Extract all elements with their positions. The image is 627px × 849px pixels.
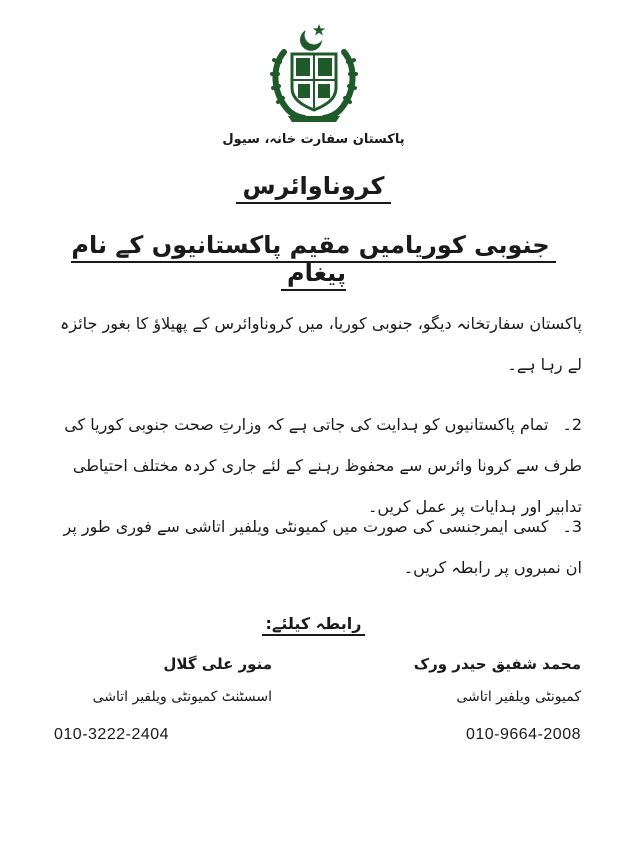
contacts-heading-text: رابطہ کیلئے: bbox=[262, 614, 366, 636]
contact-name: منور علی گلال bbox=[163, 655, 272, 673]
page-title bbox=[140, 172, 487, 200]
pakistan-emblem-icon bbox=[262, 18, 366, 128]
contact-card-assistant bbox=[32, 655, 272, 749]
contact-phone[interactable]: 010-3222-2404 bbox=[54, 726, 170, 743]
page-subtitle bbox=[70, 231, 557, 287]
paragraph-3-number: 3۔ bbox=[562, 517, 582, 536]
paragraph-3 bbox=[54, 506, 582, 588]
subtitle-text: جنوبی کوریامیں مقیم پاکستانیوں کے نام پیغام bbox=[71, 231, 555, 291]
contact-role: کمیونٹی ویلفیر اتاشی bbox=[456, 689, 581, 705]
contact-card-attache bbox=[341, 655, 581, 749]
contact-name: محمد شفیق حیدر ورک bbox=[413, 655, 581, 673]
contact-role: اسسٹنٹ کمیونٹی ویلفیر اتاشی bbox=[92, 689, 272, 705]
contact-phone[interactable]: 010-9664-2008 bbox=[465, 726, 581, 743]
paragraph-1 bbox=[54, 303, 582, 385]
contacts-heading bbox=[200, 614, 427, 633]
paragraph-2-number: 2۔ bbox=[562, 415, 582, 434]
paragraph-1-text: پاکستان سفارتخانہ دیگو، جنوبی کوریا، میں کروناوائرس کے پھیلاؤ کا بغور جائزہ لے رہا ہے۔ bbox=[60, 314, 582, 374]
paragraph-3-text: کسی ایمرجنسی کی صورت میں کمیونٹی ویلفیر اتاشی سے فوری طور پر ان نمبروں پر رابطہ کریں۔ bbox=[63, 517, 582, 577]
embassy-name: پاکستان سفارت خانہ، سیول bbox=[222, 132, 405, 147]
paragraph-2-text: تمام پاکستانیوں کو ہدایت کی جاتی ہے کہ وزارتِ صحت جنوبی کوریا کی طرف سے کرونا وائرس سے محفوظ رہنے کے لئے جاری کردہ مختلف احتیاطی تدابیر اور ہدایات پر عمل کریں۔ bbox=[64, 415, 582, 516]
title-text: کروناوائرس bbox=[236, 172, 390, 204]
